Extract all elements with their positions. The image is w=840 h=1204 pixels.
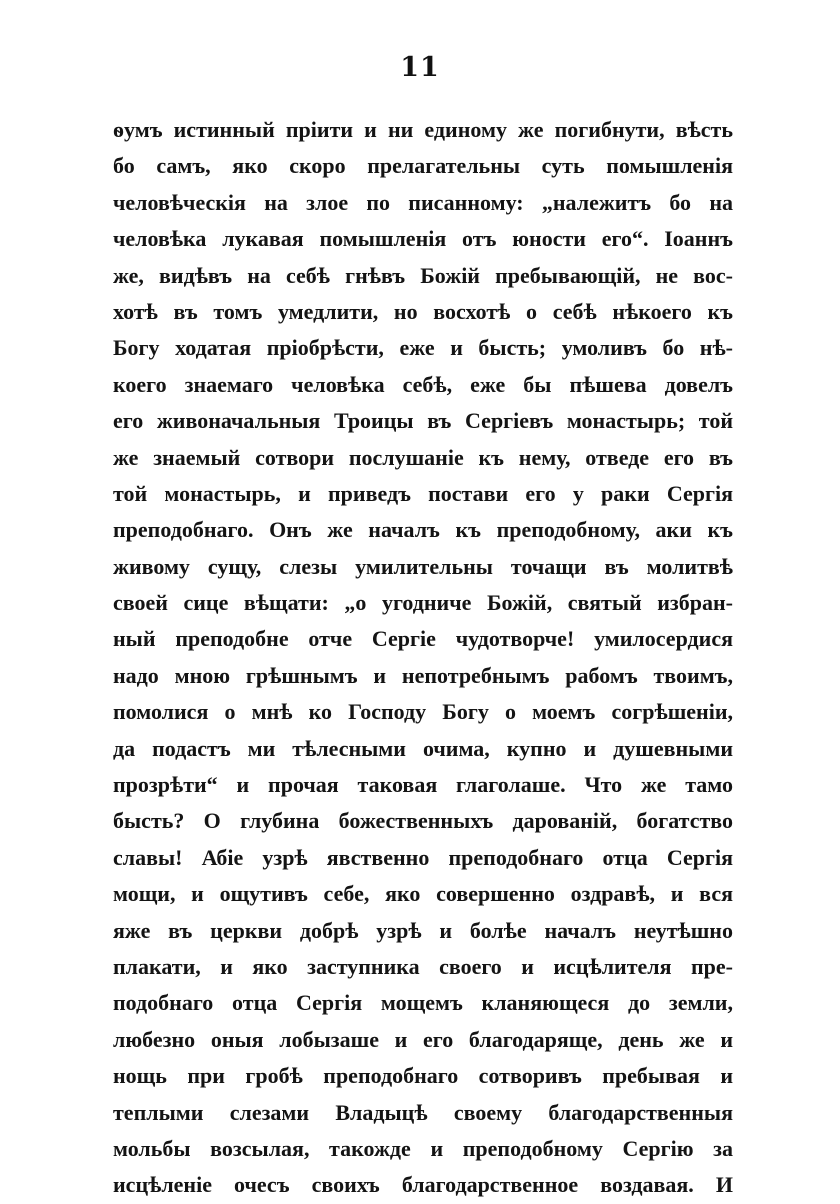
text-line: нощь при гробѣ преподобнаго сотворивъ пребывая и <box>113 1063 733 1089</box>
text-line: человѣка лукавая помышленія отъ юности его“. Іоаннъ <box>113 226 733 252</box>
text-line: да подастъ ми тѣлесными очима, купно и душевными <box>113 735 733 761</box>
text-line: же, видѣвъ на себѣ гнѣвъ Божій пребывающій, не вос- <box>113 262 733 288</box>
text-line: Богу ходатая пріобрѣсти, еже и бысть; умоливъ бо нѣ- <box>113 335 733 361</box>
text-line: хотѣ въ томъ умедлити, но восхотѣ о себѣ нѣкоего къ <box>113 298 733 324</box>
text-line: бо самъ, яко скоро прелагательны суть помышленія <box>113 153 733 179</box>
text-line: плакати, и яко заступника своего и исцѣлителя пре- <box>113 953 733 979</box>
text-line: помолися о мнѣ ко Господу Богу о моемъ согрѣшеніи, <box>113 699 733 725</box>
text-line: живому сущу, слезы умилительны точащи въ молитвѣ <box>113 553 733 579</box>
text-line: той монастырь, и приведъ постави его у раки Сергія <box>113 480 733 506</box>
text-line: мощи, и ощутивъ себе, яко совершенно оздравѣ, и вся <box>113 881 733 907</box>
text-line: любезно оныя лобызаше и его благодаряще, день же и <box>113 1026 733 1052</box>
text-line: ный преподобне отче Сергіе чудотворче! умилосердися <box>113 626 733 652</box>
text-line: коего знаемаго человѣка себѣ, еже бы пѣшева довелъ <box>113 371 733 397</box>
text-line: бысть? О глубина божественныхъ дарованій, богатство <box>113 808 733 834</box>
page-number: 11 <box>400 52 440 83</box>
text-line: своей сице вѣщати: „о угодниче Божій, святый избран- <box>113 590 733 616</box>
text-line: мольбы возсылая, такожде и преподобному Сергію за <box>113 1135 733 1161</box>
text-line: преподобнаго. Онъ же началъ къ преподобному, аки къ <box>113 517 733 543</box>
body-text <box>113 112 733 1204</box>
text-line: яже въ церкви добрѣ узрѣ и болѣе началъ неутѣшно <box>113 917 733 943</box>
text-line: его живоначальныя Троицы въ Сергіевъ монастырь; той <box>113 408 733 434</box>
text-line: славы! Абіе узрѣ явственно преподобнаго отца Сергія <box>113 844 733 870</box>
text-line: же знаемый сотвори послушаніе къ нему, отведе его въ <box>113 444 733 470</box>
text-line: человѣческія на злое по писанному: „належитъ бо на <box>113 189 733 215</box>
text-line: надо мною грѣшнымъ и непотребнымъ рабомъ твоимъ, <box>113 662 733 688</box>
text-line: ѳумъ истинный пріити и ни единому же погибнути, вѣсть <box>113 117 733 142</box>
text-line: подобнаго отца Сергія мощемъ кланяющеся до земли, <box>113 990 733 1016</box>
text-line: исцѣленіе очесъ своихъ благодарственное воздавая. И <box>113 1172 733 1198</box>
text-line: теплыми слезами Владыцѣ своему благодарственныя <box>113 1099 733 1125</box>
text-line: прозрѣти“ и прочая таковая глаголаше. Что же тамо <box>113 772 733 798</box>
